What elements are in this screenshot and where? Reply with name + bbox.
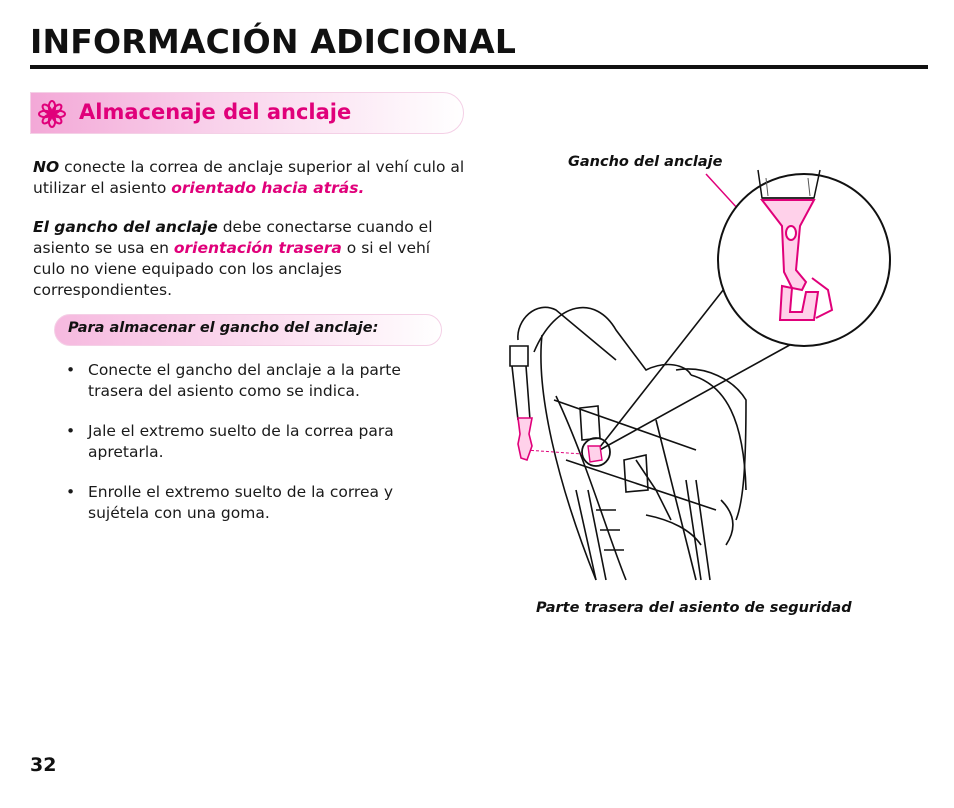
bullet-dot-icon: •	[66, 361, 76, 379]
bullet-dot-icon: •	[66, 422, 76, 440]
emphasis-no: NO	[33, 158, 60, 176]
paragraph-no-connect	[33, 157, 473, 199]
car-seat-illustration	[496, 160, 896, 590]
emphasis-rear-facing: orientado hacia atrás	[171, 179, 359, 197]
hanging-hook-icon	[518, 418, 532, 460]
subsection-header	[54, 314, 442, 346]
section-header	[30, 92, 464, 134]
title-divider	[30, 65, 928, 69]
paragraph-hook-usage	[33, 217, 453, 301]
figure-label-hook: Gancho del anclaje	[568, 154, 723, 170]
list-item	[66, 360, 426, 402]
instruction-list	[66, 360, 426, 543]
figure-caption: Parte trasera del asiento de seguridad	[536, 600, 852, 616]
bullet-dot-icon: •	[66, 483, 76, 501]
paragraph-text: o si el vehí culo no viene equipado con los anclajes correspondientes.	[33, 239, 431, 299]
list-item	[66, 482, 426, 524]
list-item-text: Enrolle el extremo suelto de la correa y sujétela con una goma.	[88, 483, 394, 522]
asterisk-flower-icon	[37, 99, 67, 129]
paragraph-text: debe conectarse cuando el asiento se usa en	[33, 218, 433, 257]
page-number: 32	[30, 754, 57, 776]
paragraph-text: conecte la correa de anclaje superior al vehí culo al utilizar el asiento	[33, 158, 465, 197]
emphasis-hook: El gancho del anclaje	[33, 218, 218, 236]
list-item-text: Jale el extremo suelto de la correa para apretarla.	[88, 422, 394, 461]
section-title: Almacenaje del anclaje	[79, 100, 352, 124]
list-item	[66, 421, 426, 463]
emphasis-rear-orientation: orientación trasera	[173, 239, 342, 257]
paragraph-text: .	[358, 179, 365, 197]
list-item-text: Conecte el gancho del anclaje a la parte trasera del asiento como se indica.	[88, 361, 401, 400]
subsection-title: Para almacenar el gancho del anclaje:	[68, 320, 379, 336]
page-title: INFORMACIÓN ADICIONAL	[30, 22, 517, 61]
seat-outline	[510, 307, 746, 580]
